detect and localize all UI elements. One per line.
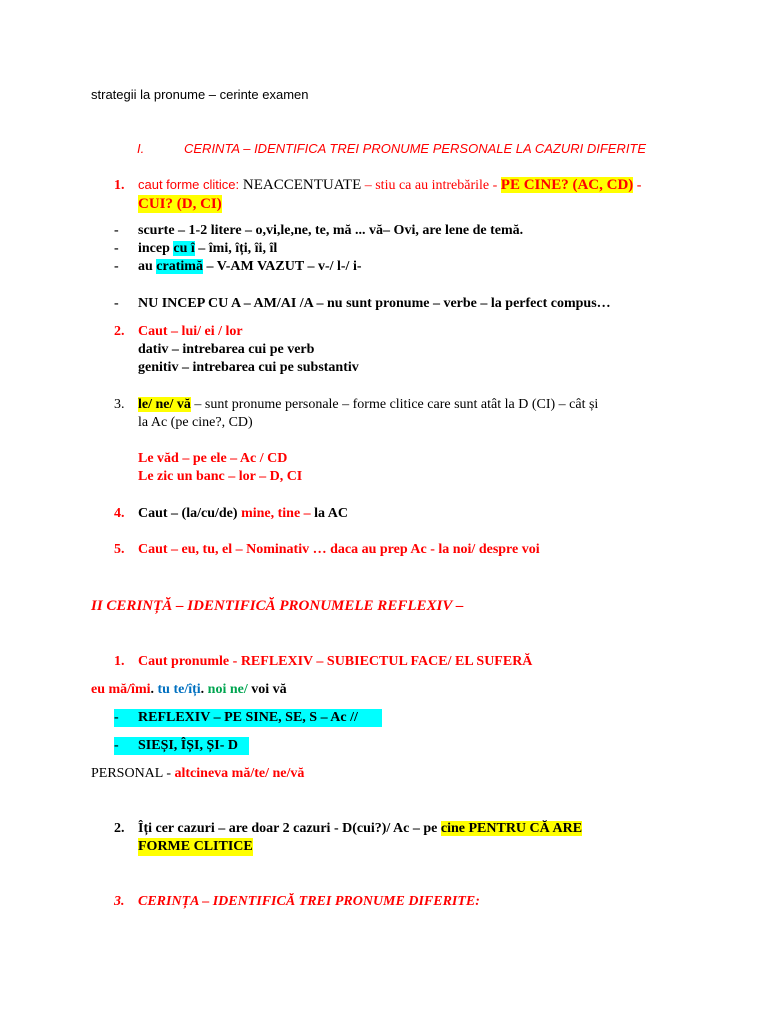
bullet-text-post: – V-AM VAZUT – v-/ l-/ i- [202, 259, 362, 274]
document-title: strategii la pronume – cerinte examen [91, 87, 309, 102]
section-2-item-2-number: 2. [114, 821, 125, 836]
bullet-highlight: cratimă [156, 259, 203, 274]
item-4-part-a: Caut – (la/cu/de) [138, 506, 242, 521]
section-1-heading: CERINTA – IDENTIFICA TREI PRONUME PERSONALE LA CAZURI DIFERITE [184, 141, 647, 156]
section-1-numeral: I. [137, 141, 145, 156]
item-2-line2: dativ – intrebarea cui pe verb [138, 342, 315, 357]
item-1-part-d: PE CINE? (AC, CD) [500, 177, 634, 193]
bullet-nu-incep: NU INCEP CU A – AM/AI /A – nu sunt pronume – verbe – la perfect compus… [138, 296, 611, 311]
section-2-heading: II CERINȚĂ – IDENTIFICĂ PRONUMELE REFLEXIV – [91, 598, 464, 614]
item-1-line2: CUI? (D, CI) [138, 196, 222, 212]
item-1-part-e: - [633, 178, 642, 193]
item-3-number: 3. [114, 397, 125, 412]
section-2-item-2-part-b: cine PENTRU CĂ ARE [440, 821, 583, 836]
bullet-text-pre: incep [138, 241, 174, 256]
example-separator: . [150, 682, 158, 697]
section-2-item-1-number: 1. [114, 654, 125, 669]
section-2-item-2-line1 [138, 820, 582, 838]
item-5-line: Caut – eu, tu, el – Nominativ … daca au prep Ac - la noi/ despre voi [138, 542, 540, 557]
bullet-dash: - [114, 738, 119, 753]
bullet-dash: - [114, 223, 119, 238]
item-4-line [138, 505, 348, 523]
bullet-text-pre: au [138, 259, 157, 274]
section-2-item-1-line [138, 653, 532, 671]
example-eu: eu mă/îmi [91, 682, 151, 697]
bullet-dash: - [114, 710, 119, 725]
bullet-dash: - [114, 296, 119, 311]
section-2-item-2-part-a: Îți cer cazuri – are doar 2 cazuri - D(cui?)/ Ac – pe [138, 821, 441, 836]
personal-label: PERSONAL - [91, 766, 175, 781]
bullet-text [138, 258, 362, 276]
item-3-example-2: Le zic un banc – lor – D, CI [138, 469, 303, 484]
reflexiv-d-text: SIEȘI, ÎȘI, ȘI- D [138, 738, 238, 753]
section-2-item-1-part-a: Caut pronumle - [138, 654, 241, 669]
item-1-line1 [138, 176, 641, 195]
section-2-item-3-line: CERINȚA – IDENTIFICĂ TREI PRONUME DIFERITE: [138, 894, 480, 909]
personal-line [91, 765, 304, 783]
reflexiv-d-row [114, 737, 249, 755]
section-2-item-3-number: 3. [114, 894, 125, 909]
item-2-number: 2. [114, 324, 125, 339]
pronoun-examples [91, 681, 287, 699]
item-2-line3: genitiv – intrebarea cui pe substantiv [138, 360, 359, 375]
item-4-part-b: mine, tine – [241, 506, 311, 521]
example-voi: voi vă [247, 682, 287, 697]
item-1-number: 1. [114, 178, 125, 193]
example-noi: noi ne/ [207, 682, 248, 697]
section-2-item-2-line2: FORME CLITICE [138, 839, 253, 854]
bullet-dash: - [114, 259, 119, 274]
item-3-highlight: le/ ne/ vă [138, 397, 191, 412]
bullet-text-post: – îmi, îți, îi, îl [194, 241, 278, 256]
item-2-line1: Caut – lui/ ei / lor [138, 324, 243, 339]
item-3-line1 [138, 396, 598, 414]
example-tu: tu te/îți [157, 682, 201, 697]
reflexiv-ac-text: REFLEXIV – PE SINE, SE, S – Ac // [138, 710, 358, 725]
bullet-dash: - [114, 241, 119, 256]
section-2-item-1-part-b: REFLEXIV – SUBIECTUL FACE/ EL SUFERĂ [240, 654, 533, 669]
personal-examples: altcineva mă/te/ ne/vă [174, 766, 305, 781]
item-4-part-c: la AC [310, 506, 349, 521]
bullet-text: scurte – 1-2 litere – o,vi,le,ne, te, mă ... vă– Ovi, are lene de temă. [138, 223, 524, 238]
item-3-example-1: Le văd – pe ele – Ac / CD [138, 451, 288, 466]
reflexiv-ac-row [114, 709, 382, 727]
bullet-highlight: cu î [173, 241, 195, 256]
example-separator: . [200, 682, 208, 697]
item-1-part-a: caut forme clitice: [138, 177, 240, 192]
bullet-text [138, 240, 277, 258]
item-5-number: 5. [114, 542, 125, 557]
item-1-part-b: NEACCENTUATE [239, 177, 362, 193]
item-3-line2: la Ac (pe cine?, CD) [138, 415, 253, 430]
item-1-part-c: – stiu ca au intrebările - [361, 178, 501, 193]
item-3-rest: – sunt pronume personale – forme clitice care sunt atât la D (CI) – cât și [190, 397, 599, 412]
item-4-number: 4. [114, 506, 125, 521]
